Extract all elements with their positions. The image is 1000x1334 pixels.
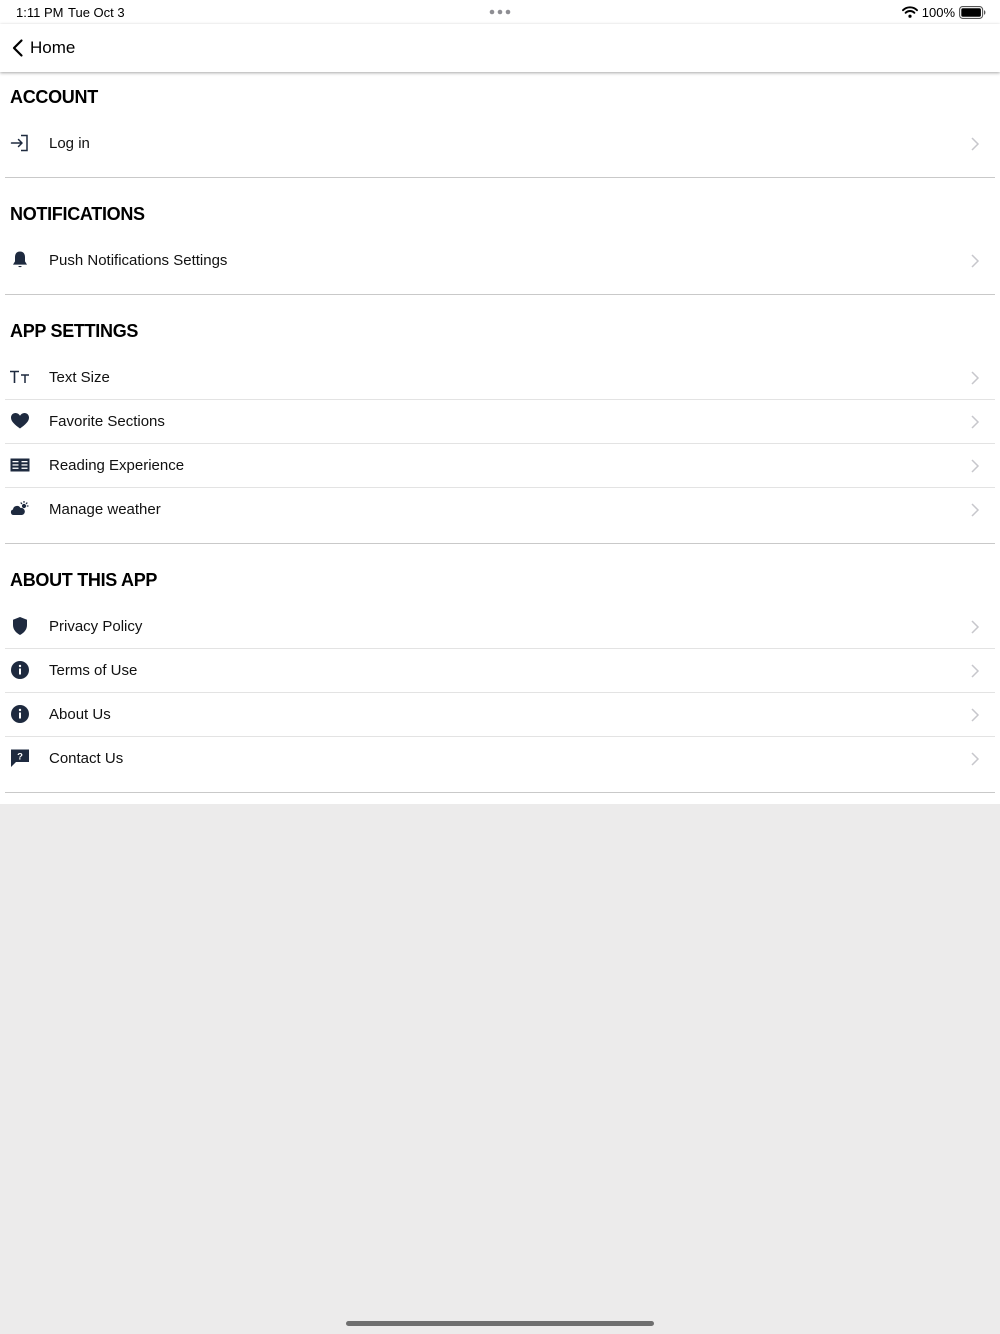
row-terms-of-use[interactable]	[5, 649, 995, 693]
row-about-us[interactable]	[5, 693, 995, 737]
row-label-log-in: Log in	[49, 135, 90, 152]
home-indicator[interactable]	[346, 1321, 654, 1326]
row-manage-weather[interactable]	[5, 488, 995, 532]
section-heading-app-settings: APP SETTINGS	[10, 321, 139, 341]
battery-percent: 100%	[921, 4, 955, 20]
wifi-icon	[902, 6, 918, 18]
section-heading-account: ACCOUNT	[10, 87, 98, 107]
bell-icon	[9, 249, 31, 271]
info-icon	[9, 659, 31, 681]
row-favorite-sections[interactable]	[5, 400, 995, 444]
status-date: Tue Oct 3	[68, 5, 125, 20]
chevron-right-icon	[970, 619, 980, 635]
multitasking-dots-icon[interactable]	[489, 5, 511, 19]
row-label-favorite-sections: Favorite Sections	[49, 413, 165, 430]
row-privacy-policy[interactable]	[5, 605, 995, 649]
book-icon	[9, 454, 31, 476]
row-label-push-notifications-settings: Push Notifications Settings	[49, 252, 228, 269]
row-label-manage-weather: Manage weather	[49, 501, 161, 518]
row-log-in[interactable]	[5, 122, 995, 166]
chevron-left-icon	[10, 38, 26, 58]
text-size-icon	[9, 366, 31, 388]
back-label: Home	[30, 38, 76, 57]
chevron-right-icon	[970, 458, 980, 474]
row-text-size[interactable]	[5, 356, 995, 400]
svg-text:?: ?	[17, 751, 23, 763]
row-label-contact-us: Contact Us	[49, 750, 124, 767]
row-label-privacy-policy: Privacy Policy	[49, 618, 143, 635]
chevron-right-icon	[970, 751, 980, 767]
chevron-right-icon	[970, 414, 980, 430]
status-time: 1:11 PM	[16, 5, 64, 20]
section-heading-notifications: NOTIFICATIONS	[10, 204, 145, 224]
section-divider	[5, 543, 995, 544]
row-label-terms-of-use: Terms of Use	[49, 662, 138, 679]
question-icon	[9, 747, 31, 769]
chevron-right-icon	[970, 663, 980, 679]
login-icon	[9, 132, 31, 154]
chevron-right-icon	[970, 707, 980, 723]
heart-icon	[9, 410, 31, 432]
row-label-text-size: Text Size	[49, 369, 110, 386]
settings-list	[0, 72, 1000, 804]
weather-icon	[9, 498, 31, 520]
row-contact-us[interactable]	[5, 737, 995, 781]
section-heading-about-this-app: ABOUT THIS APP	[10, 570, 158, 590]
row-push-notifications-settings[interactable]	[5, 239, 995, 283]
shield-icon	[9, 615, 31, 637]
section-divider	[5, 294, 995, 295]
row-reading-experience[interactable]	[5, 444, 995, 488]
status-indicators	[902, 4, 986, 20]
section-divider	[5, 792, 995, 793]
info-icon	[9, 703, 31, 725]
chevron-right-icon	[970, 136, 980, 152]
chevron-right-icon	[970, 370, 980, 386]
chevron-right-icon	[970, 253, 980, 269]
chevron-right-icon	[970, 502, 980, 518]
battery-icon	[959, 6, 986, 19]
section-divider	[5, 177, 995, 178]
back-button[interactable]	[10, 24, 75, 72]
row-label-about-us: About Us	[49, 706, 111, 723]
navigation-bar	[0, 24, 1000, 72]
row-label-reading-experience: Reading Experience	[49, 457, 185, 474]
status-bar	[0, 0, 1000, 24]
